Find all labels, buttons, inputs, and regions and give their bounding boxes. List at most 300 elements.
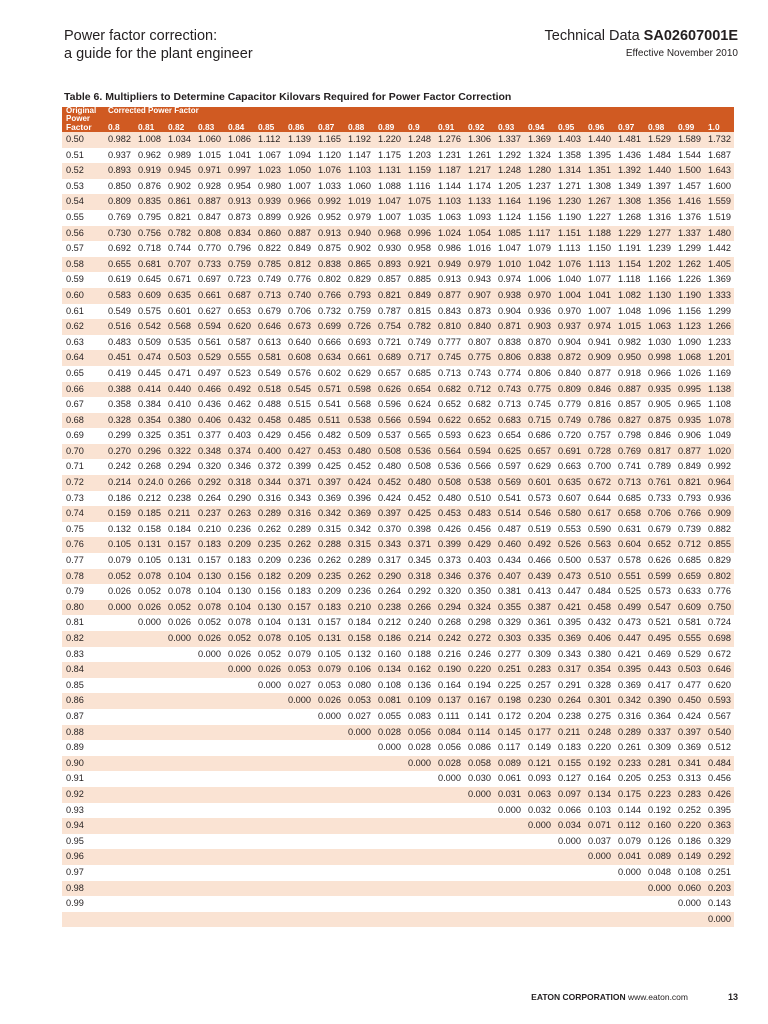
multiplier-cell: 1.217 <box>464 163 494 179</box>
multiplier-cell <box>164 849 194 865</box>
multiplier-cell: 0.893 <box>374 257 404 273</box>
multiplier-cell: 0.053 <box>284 662 314 678</box>
multiplier-cell <box>404 771 434 787</box>
table-row <box>62 475 734 491</box>
multiplier-cell: 0.712 <box>464 382 494 398</box>
multiplier-cell: 0.380 <box>164 413 194 429</box>
multiplier-cell: 0.581 <box>254 350 284 366</box>
multiplier-cell: 0.538 <box>344 413 374 429</box>
multiplier-cell: 0.865 <box>344 257 374 273</box>
multiplier-cell: 0.474 <box>134 350 164 366</box>
multiplier-cell: 1.337 <box>494 132 524 148</box>
multiplier-cell: 0.106 <box>344 662 374 678</box>
multiplier-cell <box>164 912 194 928</box>
multiplier-cell: 0.131 <box>314 631 344 647</box>
multiplier-cell: 0.290 <box>228 492 251 503</box>
technical-data-header <box>545 27 738 61</box>
multiplier-cell <box>164 709 194 725</box>
multiplier-cell <box>164 693 194 709</box>
document-title-line1: Power factor correction: <box>64 28 218 44</box>
multiplier-cell: 1.369 <box>524 132 554 148</box>
multiplier-cell: 0.473 <box>554 569 584 585</box>
multiplier-cell: 0.337 <box>644 725 674 741</box>
multiplier-cell: 0.770 <box>198 243 221 254</box>
multiplier-cell: 0.108 <box>678 866 701 877</box>
multiplier-cell: 0.936 <box>528 305 551 316</box>
multiplier-cell: 0.989 <box>168 149 191 160</box>
multiplier-cell: 0.127 <box>558 773 581 784</box>
multiplier-cell: 0.488 <box>258 399 281 410</box>
multiplier-cell: 1.041 <box>228 149 251 160</box>
multiplier-cell <box>284 818 314 834</box>
multiplier-cell <box>464 849 494 865</box>
multiplier-cell: 0.861 <box>164 194 194 210</box>
multiplier-cell: 0.529 <box>678 648 701 659</box>
multiplier-cell: 0.028 <box>408 742 431 753</box>
technical-data-number: SA02607001E <box>643 28 738 44</box>
multiplier-cell: 0.144 <box>618 804 641 815</box>
multiplier-cell: 0.979 <box>464 257 494 273</box>
multiplier-cell: 0.078 <box>194 600 224 616</box>
multiplier-cell <box>434 787 464 803</box>
multiplier-cell: 0.026 <box>168 617 191 628</box>
multiplier-cell <box>224 740 254 756</box>
multiplier-cell: 0.027 <box>288 679 311 690</box>
multiplier-cell: 0.436 <box>198 399 221 410</box>
multiplier-cell: 0.653 <box>228 305 251 316</box>
column-header: 0.97 <box>614 123 644 132</box>
multiplier-cell: 1.271 <box>558 180 581 191</box>
multiplier-cell <box>584 881 614 897</box>
multiplier-cell: 1.016 <box>468 243 491 254</box>
multiplier-cell: 0.706 <box>644 506 674 522</box>
multiplier-cell <box>194 803 224 819</box>
multiplier-cell <box>134 631 164 647</box>
multiplier-cell: 0.351 <box>168 430 191 441</box>
multiplier-cell: 0.536 <box>404 444 434 460</box>
multiplier-cell: 0.212 <box>378 617 401 628</box>
multiplier-cell: 0.238 <box>168 492 191 503</box>
multiplier-cell: 0.816 <box>588 399 611 410</box>
multiplier-cell <box>434 896 464 912</box>
multiplier-cell: 0.400 <box>254 444 284 460</box>
multiplier-cell: 0.026 <box>194 631 224 647</box>
multiplier-cell: 0.230 <box>524 693 554 709</box>
multiplier-cell: 0.741 <box>618 461 641 472</box>
multiplier-cell: 1.403 <box>554 132 584 148</box>
multiplier-cell: 0.453 <box>314 444 344 460</box>
multiplier-cell: 1.559 <box>704 194 734 210</box>
multiplier-cell <box>104 849 134 865</box>
multiplier-cell: 1.732 <box>704 132 734 148</box>
multiplier-cell: 0.838 <box>314 257 344 273</box>
multiplier-cell: 1.008 <box>134 132 164 148</box>
multiplier-cell: 0.666 <box>318 336 341 347</box>
multiplier-cell: 0.563 <box>584 537 614 553</box>
multiplier-cell: 0.263 <box>224 506 254 522</box>
multiplier-cell <box>194 756 224 772</box>
multiplier-cell: 0.624 <box>408 399 431 410</box>
multiplier-cell: 0.264 <box>198 492 221 503</box>
multiplier-cell: 1.600 <box>708 180 731 191</box>
multiplier-cell: 0.167 <box>464 693 494 709</box>
multiplier-cell: 0.974 <box>584 319 614 335</box>
multiplier-cell: 0.806 <box>528 367 551 378</box>
multiplier-cell: 0.079 <box>108 555 131 566</box>
multiplier-cell: 1.201 <box>704 350 734 366</box>
multiplier-cell: 0.355 <box>494 600 524 616</box>
multiplier-cell: 0.451 <box>104 350 134 366</box>
multiplier-cell: 1.156 <box>528 211 551 222</box>
multiplier-cell: 1.248 <box>494 163 524 179</box>
multiplier-cell: 0.754 <box>374 319 404 335</box>
multiplier-cell: 0.220 <box>674 818 704 834</box>
multiplier-cell <box>104 740 134 756</box>
multiplier-cell: 0.089 <box>644 849 674 865</box>
original-power-factor-cell: 0.86 <box>62 693 104 709</box>
multiplier-cell: 0.034 <box>554 818 584 834</box>
multiplier-cell: 0.561 <box>198 336 221 347</box>
multiplier-cell: 0.743 <box>494 382 524 398</box>
multiplier-cell: 0.238 <box>558 710 581 721</box>
multiplier-cell: 0.875 <box>318 243 341 254</box>
multiplier-cell: 0.974 <box>498 274 521 285</box>
multiplier-cell <box>104 631 134 647</box>
multiplier-cell: 1.174 <box>468 180 491 191</box>
multiplier-cell: 0.425 <box>404 506 434 522</box>
multiplier-cell: 0.580 <box>554 506 584 522</box>
multiplier-cell: 0.456 <box>468 523 491 534</box>
multiplier-cell <box>224 787 254 803</box>
multiplier-cell: 0.950 <box>614 350 644 366</box>
multiplier-cell: 0.640 <box>288 336 311 347</box>
original-power-factor-cell: 0.93 <box>66 804 84 815</box>
multiplier-cell: 0.652 <box>438 399 461 410</box>
multiplier-cell: 0.849 <box>288 243 311 254</box>
multiplier-cell: 0.445 <box>138 367 161 378</box>
multiplier-cell <box>254 740 284 756</box>
original-power-factor-cell: 0.84 <box>62 662 104 678</box>
original-header-line2: Power <box>62 115 104 123</box>
multiplier-cell: 0.103 <box>588 804 611 815</box>
multiplier-cell: 1.010 <box>494 257 524 273</box>
multiplier-cell: 0.817 <box>644 444 674 460</box>
multiplier-cell: 1.024 <box>434 226 464 242</box>
multiplier-cell <box>404 849 434 865</box>
multiplier-cell: 0.785 <box>254 257 284 273</box>
multiplier-cell: 0.766 <box>314 288 344 304</box>
multiplier-cell: 0.374 <box>224 444 254 460</box>
multiplier-cell: 1.103 <box>434 194 464 210</box>
multiplier-cell <box>344 881 374 897</box>
multiplier-cell: 0.970 <box>524 288 554 304</box>
original-power-factor-cell: 0.91 <box>66 773 84 784</box>
table-header-row-2 <box>62 115 734 123</box>
multiplier-cell: 0.093 <box>528 773 551 784</box>
multiplier-cell: 0.626 <box>374 382 404 398</box>
column-header: 0.82 <box>164 123 194 132</box>
multiplier-cell: 0.236 <box>228 523 251 534</box>
multiplier-cell <box>404 834 434 850</box>
multiplier-cell: 0.601 <box>524 475 554 491</box>
multiplier-cell: 1.050 <box>284 163 314 179</box>
original-power-factor-cell: 0.52 <box>62 163 104 179</box>
multiplier-cell: 1.040 <box>558 274 581 285</box>
multiplier-cell: 0.945 <box>164 163 194 179</box>
multiplier-cell: 0.159 <box>104 506 134 522</box>
multiplier-cell: 0.145 <box>494 725 524 741</box>
multiplier-cell: 0.604 <box>614 537 644 553</box>
multiplier-cell <box>494 818 524 834</box>
table-row <box>62 366 734 382</box>
multiplier-cell: 1.086 <box>224 132 254 148</box>
multiplier-cell: 0.568 <box>164 319 194 335</box>
multiplier-cell: 0.549 <box>108 305 131 316</box>
multiplier-cell: 0.477 <box>678 679 701 690</box>
multiplier-cell <box>194 662 224 678</box>
multiplier-cell: 0.403 <box>228 430 251 441</box>
multiplier-cell: 0.918 <box>618 367 641 378</box>
multiplier-cell: 1.103 <box>344 163 374 179</box>
multiplier-cell: 0.609 <box>674 600 704 616</box>
multiplier-cell: 0.275 <box>588 710 611 721</box>
multiplier-cell <box>284 787 314 803</box>
multiplier-cell <box>194 849 224 865</box>
multiplier-cell: 1.299 <box>678 243 701 254</box>
multiplier-cell: 0.484 <box>588 586 611 597</box>
multiplier-cell: 0.440 <box>164 382 194 398</box>
multiplier-cell: 0.052 <box>198 617 221 628</box>
original-power-factor-cell: 0.63 <box>66 336 84 347</box>
multiplier-cell <box>284 771 314 787</box>
multiplier-cell: 1.484 <box>648 149 671 160</box>
multiplier-cell: 0.317 <box>554 662 584 678</box>
table-row <box>62 319 734 335</box>
multiplier-cell <box>644 896 674 912</box>
multiplier-cell: 0.733 <box>194 257 224 273</box>
original-power-factor-cell: 0.71 <box>66 461 84 472</box>
multiplier-cell: 0.079 <box>288 648 311 659</box>
original-power-factor-cell <box>62 912 104 928</box>
multiplier-cell <box>104 615 134 631</box>
table-row <box>62 226 734 242</box>
multiplier-cell: 0.210 <box>344 600 374 616</box>
multiplier-cell: 1.266 <box>704 319 734 335</box>
multiplier-cell: 0.712 <box>674 537 704 553</box>
multiplier-cell: 0.030 <box>468 773 491 784</box>
multiplier-cell <box>314 912 344 928</box>
multiplier-cell: 0.515 <box>288 399 311 410</box>
multiplier-cell: 0.607 <box>558 492 581 503</box>
multiplier-cell: 0.480 <box>378 461 401 472</box>
multiplier-cell: 1.308 <box>614 194 644 210</box>
multiplier-cell: 0.750 <box>704 600 734 616</box>
original-power-factor-cell: 0.97 <box>66 866 84 877</box>
multiplier-cell: 1.230 <box>554 194 584 210</box>
multiplier-cell <box>104 662 134 678</box>
multiplier-cell: 1.397 <box>648 180 671 191</box>
multiplier-cell: 0.183 <box>228 555 251 566</box>
multiplier-cell: 0.484 <box>704 756 734 772</box>
multiplier-cell: 0.160 <box>644 818 674 834</box>
table-row <box>62 709 734 725</box>
multiplier-cell: 0.399 <box>434 537 464 553</box>
multiplier-cell: 0.370 <box>378 523 401 534</box>
multiplier-cell: 1.007 <box>288 180 311 191</box>
multiplier-cell <box>284 803 314 819</box>
multiplier-cell <box>164 678 194 694</box>
multiplier-cell <box>104 725 134 741</box>
multiplier-cell <box>134 803 164 819</box>
multiplier-cell: 0.685 <box>618 492 641 503</box>
multiplier-cell <box>254 756 284 772</box>
multiplier-cell: 0.369 <box>618 679 641 690</box>
multiplier-cell: 0.104 <box>164 569 194 585</box>
multiplier-cell: 0.598 <box>344 382 374 398</box>
multiplier-cell: 0.840 <box>558 367 581 378</box>
original-power-factor-cell: 0.92 <box>62 787 104 803</box>
multiplier-cell: 0.541 <box>318 399 341 410</box>
multiplier-cell: 1.351 <box>584 163 614 179</box>
document-title-line2: a guide for the plant engineer <box>64 46 253 62</box>
multiplier-cell: 0.424 <box>378 492 401 503</box>
multiplier-cell: 0.026 <box>314 693 344 709</box>
multiplier-cell: 0.786 <box>584 413 614 429</box>
multiplier-cell: 1.165 <box>314 132 344 148</box>
multiplier-cell: 0.397 <box>314 475 344 491</box>
multiplier-cell: 0.104 <box>258 617 281 628</box>
multiplier-cell: 1.131 <box>374 163 404 179</box>
multiplier-cell: 1.147 <box>348 149 371 160</box>
table-row <box>62 257 734 273</box>
multiplier-cell: 0.238 <box>374 600 404 616</box>
multiplier-cell <box>164 647 194 663</box>
multiplier-cell: 0.654 <box>404 382 434 398</box>
multiplier-cell: 0.078 <box>134 569 164 585</box>
multiplier-cell: 0.066 <box>558 804 581 815</box>
multiplier-cell: 0.609 <box>134 288 164 304</box>
multiplier-cell: 1.356 <box>644 194 674 210</box>
multiplier-cell: 0.697 <box>198 274 221 285</box>
multiplier-cell <box>164 881 194 897</box>
multiplier-cell: 0.587 <box>228 336 251 347</box>
multiplier-cell: 1.442 <box>708 243 731 254</box>
multiplier-cell: 0.000 <box>498 804 521 815</box>
multiplier-cell: 0.629 <box>528 461 551 472</box>
table-body <box>62 132 734 927</box>
multiplier-cell: 0.198 <box>494 693 524 709</box>
multiplier-cell: 0.919 <box>134 163 164 179</box>
multiplier-cell: 0.248 <box>584 725 614 741</box>
multiplier-cell: 0.480 <box>404 475 434 491</box>
original-power-factor-cell: 0.88 <box>62 725 104 741</box>
table-row <box>62 132 734 148</box>
multiplier-cell <box>374 896 404 912</box>
multiplier-cell <box>674 912 704 928</box>
multiplier-cell <box>494 834 524 850</box>
multiplier-cell: 0.288 <box>314 537 344 553</box>
multiplier-cell: 0.627 <box>198 305 221 316</box>
multiplier-cell: 1.205 <box>498 180 521 191</box>
original-header-line3: Factor <box>62 123 104 132</box>
multiplier-cell: 0.626 <box>648 555 671 566</box>
multiplier-cell: 0.214 <box>404 631 434 647</box>
multiplier-cell: 1.026 <box>678 367 701 378</box>
technical-data-prefix: Technical Data <box>544 28 644 44</box>
multiplier-cell: 0.130 <box>228 586 251 597</box>
multiplier-cell <box>374 756 404 772</box>
multiplier-cell <box>194 693 224 709</box>
table-header-row-3 <box>62 123 734 132</box>
multiplier-cell: 0.661 <box>194 288 224 304</box>
multiplier-cell <box>494 865 524 881</box>
multiplier-cell: 0.032 <box>528 804 551 815</box>
multiplier-cell: 0.450 <box>674 693 704 709</box>
multiplier-cell: 0.789 <box>648 461 671 472</box>
multiplier-cell: 0.480 <box>438 492 461 503</box>
multiplier-cell: 0.733 <box>648 492 671 503</box>
multiplier-cell: 0.421 <box>618 648 641 659</box>
multiplier-cell: 1.392 <box>614 163 644 179</box>
multiplier-cell <box>464 912 494 928</box>
multiplier-cell: 0.757 <box>588 430 611 441</box>
multiplier-cell <box>104 787 134 803</box>
multiplier-cell: 0.473 <box>618 617 641 628</box>
column-header: 1.0 <box>704 123 734 132</box>
multiplier-cell: 0.056 <box>438 742 461 753</box>
multiplier-cell: 1.226 <box>678 274 701 285</box>
column-header: 0.93 <box>494 123 524 132</box>
multiplier-cell: 0.294 <box>434 600 464 616</box>
multiplier-cell: 0.510 <box>468 492 491 503</box>
multiplier-cell: 0.452 <box>348 461 371 472</box>
multiplier-cell <box>254 725 284 741</box>
multiplier-cell: 0.266 <box>404 600 434 616</box>
multiplier-cell <box>104 834 134 850</box>
multiplier-cell: 1.113 <box>584 257 614 273</box>
column-header: 0.84 <box>224 123 254 132</box>
multiplier-cell <box>104 771 134 787</box>
multiplier-cell: 0.413 <box>528 586 551 597</box>
multiplier-cell: 0.397 <box>674 725 704 741</box>
multiplier-cell: 0.369 <box>318 492 341 503</box>
multiplier-cell <box>224 709 254 725</box>
multiplier-cell <box>584 896 614 912</box>
multiplier-cell: 0.220 <box>588 742 611 753</box>
table-row <box>62 163 734 179</box>
multiplier-cell: 0.343 <box>558 648 581 659</box>
multiplier-cell: 0.246 <box>468 648 491 659</box>
multiplier-cell: 1.138 <box>704 382 734 398</box>
multiplier-cell: 0.350 <box>468 586 491 597</box>
multiplier-cell <box>134 896 164 912</box>
multiplier-cell: 0.257 <box>528 679 551 690</box>
multiplier-cell: 0.807 <box>468 336 491 347</box>
multiplier-cell <box>584 865 614 881</box>
column-header: 0.91 <box>434 123 464 132</box>
multiplier-cell: 0.447 <box>558 586 581 597</box>
multiplier-cell: 0.324 <box>464 600 494 616</box>
multiplier-cell <box>524 865 554 881</box>
multiplier-cell: 1.188 <box>584 226 614 242</box>
original-power-factor-cell: 0.75 <box>66 523 84 534</box>
multiplier-cell: 0.508 <box>374 444 404 460</box>
multiplier-cell: 1.117 <box>524 226 554 242</box>
multiplier-cell: 0.970 <box>558 305 581 316</box>
multiplier-cell: 0.160 <box>378 648 401 659</box>
multiplier-cell: 0.354 <box>584 662 614 678</box>
multiplier-cell <box>464 896 494 912</box>
